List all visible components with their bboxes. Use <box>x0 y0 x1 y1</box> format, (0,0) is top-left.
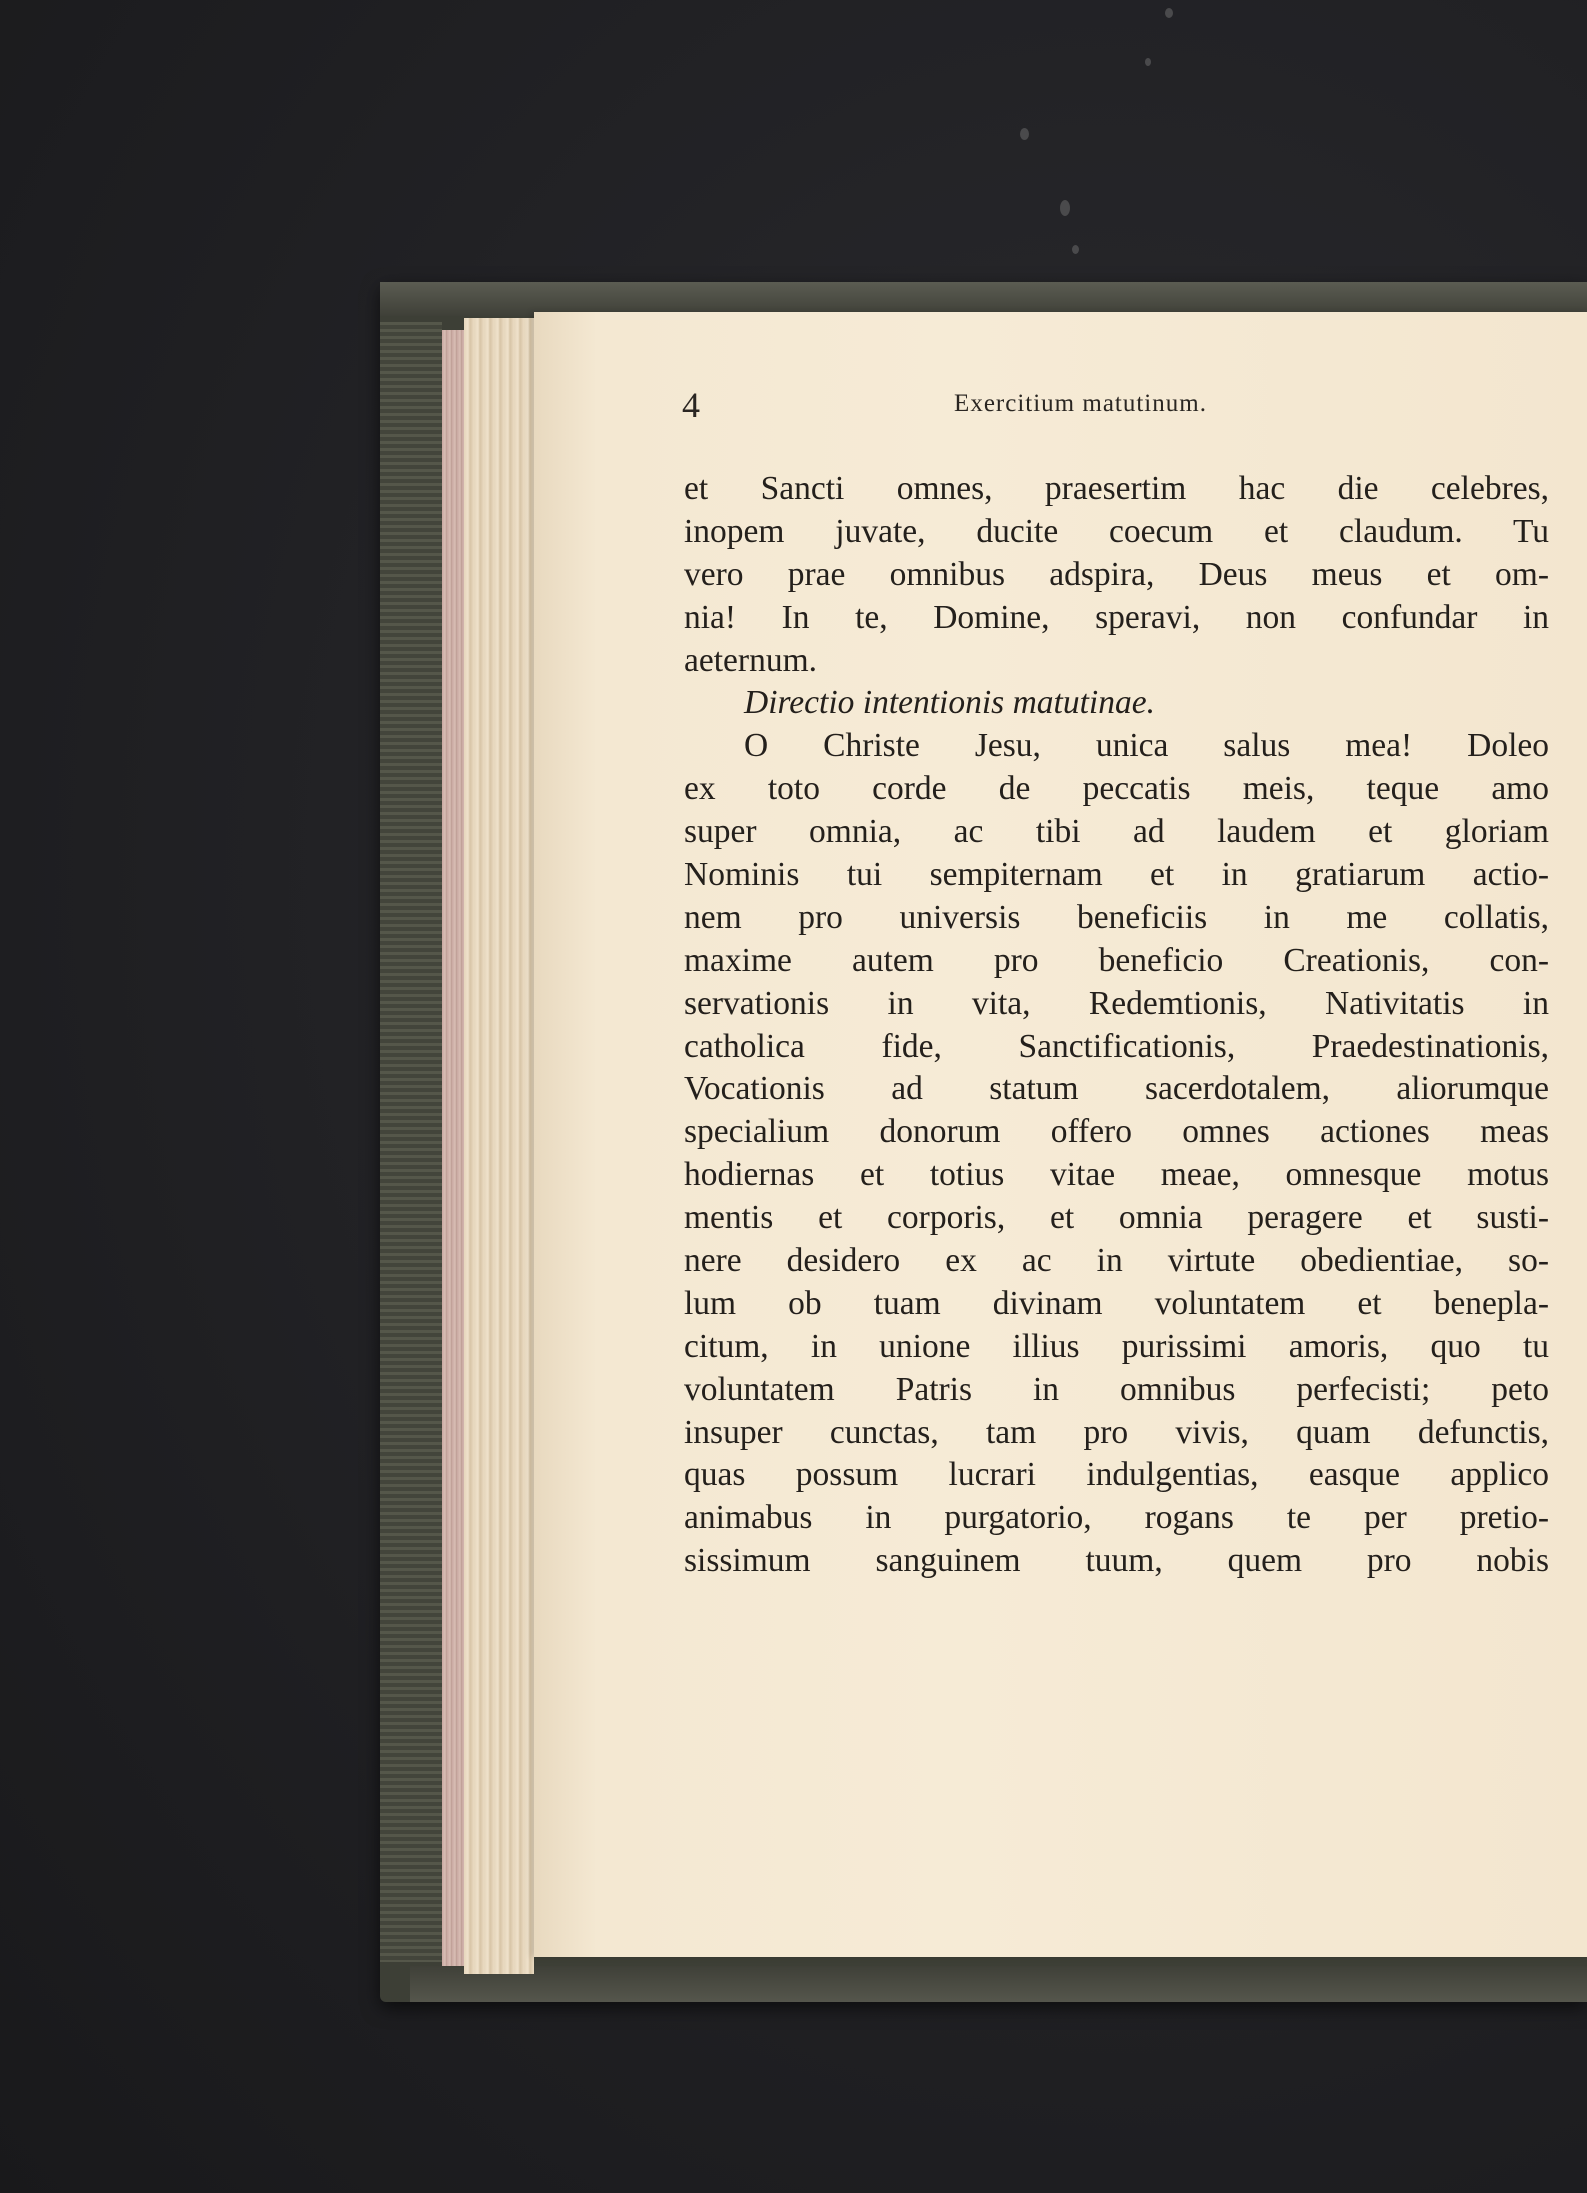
text-line: Vocationis ad statum sacerdotalem, aliorumque <box>684 1070 1549 1108</box>
text-line: inopem juvate, ducite coecum et claudum. Tu <box>684 512 1549 550</box>
text-line: nia! In te, Domine, speravi, non confundar in <box>684 598 1549 636</box>
dust-speck <box>1145 58 1151 66</box>
dust-speck <box>1072 245 1079 254</box>
book-page <box>534 312 1587 1957</box>
book <box>380 282 1587 2002</box>
text-line: super omnia, ac tibi ad laudem et gloriam <box>684 813 1549 851</box>
text-line: animabus in purgatorio, rogans te per pretio- <box>684 1499 1549 1537</box>
text-line: maxime autem pro beneficio Creationis, con- <box>684 941 1549 979</box>
text-line: citum, in unione illius purissimi amoris, quo tu <box>684 1327 1549 1365</box>
text-line: Nominis tui sempiternam et in gratiarum actio- <box>684 856 1549 894</box>
text-line: ex toto corde de peccatis meis, teque amo <box>684 770 1549 808</box>
text-line: quas possum lucrari indulgentias, easque applico <box>684 1456 1549 1494</box>
text-line: hodiernas et totius vitae meae, omnesque motus <box>684 1156 1549 1194</box>
text-line: voluntatem Patris in omnibus perfecisti; peto <box>684 1370 1549 1408</box>
text-line: lum ob tuam divinam voluntatem et benepla- <box>684 1284 1549 1322</box>
text-line: sissimum sanguinem tuum, quem pro nobis <box>684 1542 1549 1580</box>
running-title: Exercitium matutinum. <box>954 390 1207 417</box>
text-line: mentis et corporis, et omnia peragere et susti- <box>684 1199 1549 1237</box>
cover-bottom-edge <box>410 1966 1587 2002</box>
text-line: specialium donorum offero omnes actiones meas <box>684 1113 1549 1151</box>
section-heading: Directio intentionis matutinae. <box>744 684 1155 722</box>
page-leaves <box>464 318 534 1974</box>
cover-top-edge <box>380 282 1587 316</box>
page-edge-pink <box>442 330 464 1966</box>
dust-speck <box>1060 200 1070 216</box>
page-text <box>684 468 1549 1583</box>
text-line: O Christe Jesu, unica salus mea! Doleo <box>744 727 1549 765</box>
text-line: vero prae omnibus adspira, Deus meus et om- <box>684 555 1549 593</box>
text-line: insuper cunctas, tam pro vivis, quam defunctis, <box>684 1413 1549 1451</box>
dust-speck <box>1020 128 1029 140</box>
text-line: et Sancti omnes, praesertim hac die celebres, <box>684 470 1549 507</box>
dust-speck <box>1165 8 1173 18</box>
page-number: 4 <box>682 385 700 425</box>
text-line: nere desidero ex ac in virtute obedientiae, so- <box>684 1242 1549 1280</box>
text-line: servationis in vita, Redemtionis, Nativitatis in <box>684 984 1549 1022</box>
book-spine <box>380 322 442 1962</box>
text-line: aeternum. <box>684 641 818 679</box>
text-line: catholica fide, Sanctificationis, Praedestinationis, <box>684 1027 1549 1065</box>
text-line: nem pro universis beneficiis in me collatis, <box>684 898 1549 936</box>
page-header <box>534 312 1587 425</box>
